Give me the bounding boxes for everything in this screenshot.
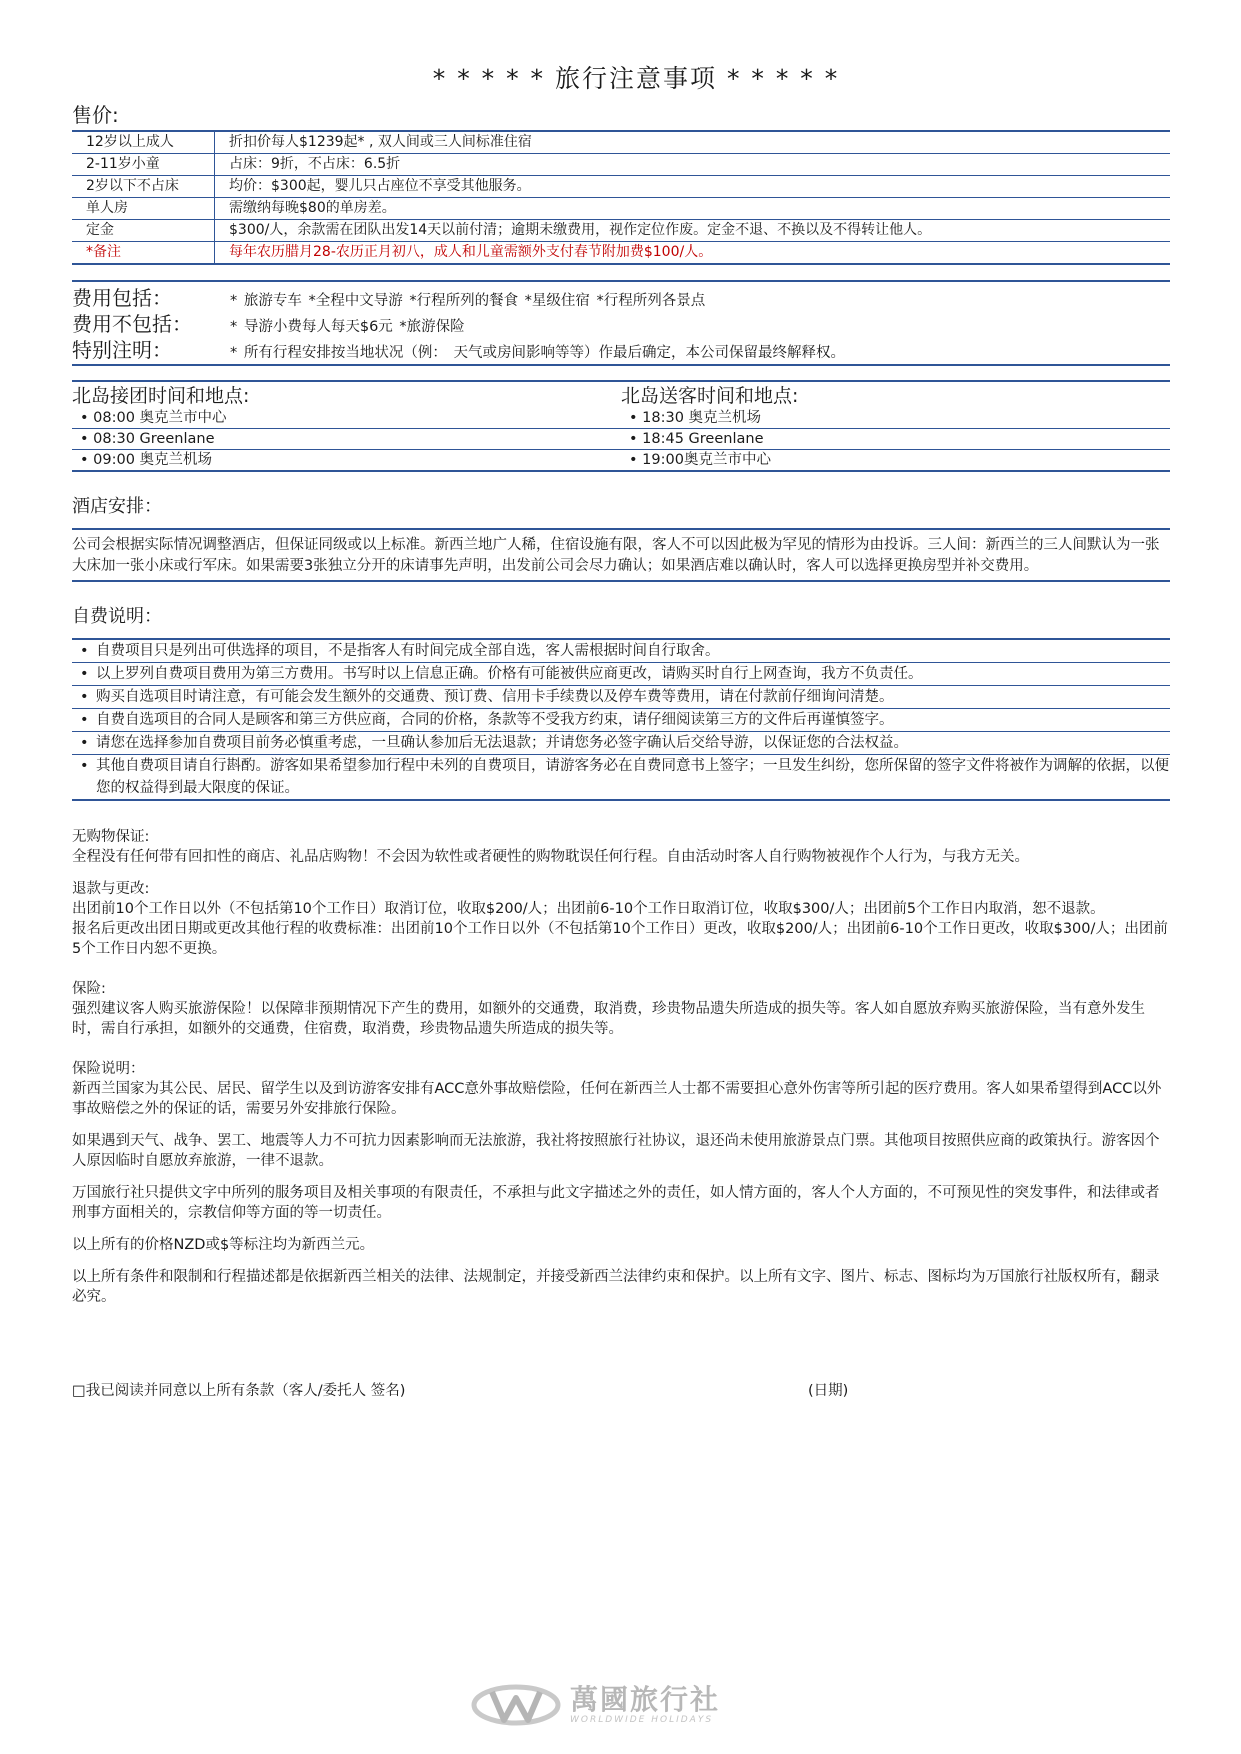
optional-item-text: 自费项目只是列出可供选择的项目，不是指客人有时间完成全部自选，客人需根据时间自行取舍。 [96, 643, 720, 659]
page-title: * * * * * 旅行注意事项 * * * * * [432, 64, 840, 93]
pickup-item: • 09:00 奥克兰机场 [72, 450, 621, 472]
terms-heading: 保险说明： [72, 1061, 145, 1077]
price-row [72, 198, 1170, 220]
price-row-key: 单人房 [72, 198, 215, 220]
terms-block [72, 879, 1170, 959]
terms-block [72, 1131, 1170, 1171]
fee-value: * 导游小费每人每天$6元 *旅游保险 [230, 319, 465, 335]
optional-item [72, 755, 1170, 801]
price-row-value: 均价：$300起，婴儿只占座位不享受其他服务。 [215, 176, 1171, 198]
terms-line: 报名后更改出团日期或更改其他行程的收费标准：出团前10个工作日以外（不包括第10个工作日）更改，收取$200/人；出团前6-10个工作日更改，收取$300/人；出团前5个工作日内恕不更换。 [72, 921, 1168, 957]
optional-item-text: 自费自选项目的合同人是顾客和第三方供应商，合同的价格，条款等不受我方约束，请仔细阅读第三方的文件后再谨慎签字。 [96, 712, 894, 728]
terms-line: 强烈建议客人购买旅游保险！以保障非预期情况下产生的费用，如额外的交通费，取消费，珍贵物品遗失所造成的损失等。客人如自愿放弃购买旅游保险，当有意外发生时，需自行承担，如额外的交通费，住宿费，取消费，珍贵物品遗失所造成的损失等。 [72, 1001, 1145, 1037]
dropoff-item: • 19:00奥克兰市中心 [621, 450, 1170, 472]
pickup-label: 北岛接团时间和地点: [72, 385, 250, 407]
price-row-key: *备注 [72, 242, 215, 265]
pickup-item: • 08:30 Greenlane [72, 429, 621, 450]
fee-row [72, 334, 1170, 360]
pickup-dropoff-section [72, 384, 1170, 472]
price-row [72, 242, 1170, 265]
dropoff-label: 北岛送客时间和地点: [621, 385, 799, 407]
bullet-dot: • [80, 758, 89, 774]
logo-name: 萬國旅行社 [570, 1683, 721, 1716]
bullet-dot: • [80, 712, 89, 728]
terms-line: 如果遇到天气、战争、罢工、地震等人力不可抗力因素影响而无法旅游，我社将按照旅行社协议，退还尚未使用旅游景点门票。其他项目按照供应商的政策执行。游客因个人原因临时自愿放弃旅游，一律不退款。 [72, 1133, 1160, 1169]
terms-line: 新西兰国家为其公民、居民、留学生以及到访游客安排有ACC意外事故赔偿险，任何在新西兰人士都不需要担心意外伤害等所引起的医疗费用。客人如果希望得到ACC以外事故赔偿之外的保证的话，需要另外安排旅行保险。 [72, 1081, 1162, 1117]
terms-block [72, 1183, 1170, 1223]
price-row-key: 2-11岁小童 [72, 154, 215, 176]
optional-label: 自费说明： [72, 606, 162, 627]
fee-label: 费用不包括： [72, 312, 192, 336]
optional-item-text: 其他自费项目请自行斟酌。游客如果希望参加行程中未列的自费项目，请游客务必在自费同意书上签字；一旦发生纠纷，您所保留的签字文件将被作为调解的依据，以便您的权益得到最大限度的保证。 [96, 758, 1169, 796]
terms-heading: 无购物保证: [72, 829, 150, 845]
optional-list [72, 640, 1170, 801]
terms-line: 以上所有条件和限制和行程描述都是依据新西兰相关的法律、法规制定，并接受新西兰法律约束和保护。以上所有文字、图片、标志、图标均为万国旅行社版权所有，翻录必究。 [72, 1269, 1160, 1305]
dropoff-item: • 18:30 奥克兰机场 [621, 408, 1170, 429]
bullet-dot: • [80, 643, 89, 659]
bullet-dot: • [80, 689, 89, 705]
optional-item [72, 686, 1170, 709]
price-row-value: 折扣价每人$1239起* , 双人间或三人间标准住宿 [215, 131, 1171, 154]
price-row-value: 需缴纳每晚$80的单房差。 [215, 198, 1171, 220]
price-row-value: 占床：9折，不占床：6.5折 [215, 154, 1171, 176]
price-row [72, 154, 1170, 176]
agree-checkbox-text[interactable]: □我已阅读并同意以上所有条款（客人/委托人 签名) [72, 1383, 406, 1399]
terms-block [72, 827, 1170, 867]
hotel-label: 酒店安排： [72, 496, 162, 517]
date-label: (日期) [808, 1383, 849, 1399]
terms-block [72, 1267, 1170, 1307]
pickup-column [72, 384, 621, 472]
terms-block [72, 979, 1170, 1039]
terms-line: 以上所有的价格NZD或$等标注均为新西兰元。 [72, 1237, 375, 1253]
terms-section [72, 827, 1170, 1307]
terms-block [72, 1059, 1170, 1119]
price-row-value: 每年农历腊月28-农历正月初八，成人和儿童需额外支付春节附加费$100/人。 [215, 242, 1171, 265]
fee-value: * 所有行程安排按当地状况（例： 天气或房间影响等等）作最后确定，本公司保留最终解释权。 [230, 345, 845, 361]
fee-row [72, 308, 1170, 334]
price-row-key: 定金 [72, 220, 215, 242]
price-row-key: 2岁以下不占床 [72, 176, 215, 198]
price-row [72, 220, 1170, 242]
price-table [72, 130, 1170, 265]
price-row [72, 131, 1170, 154]
dropoff-column [621, 384, 1170, 472]
price-label: 售价: [72, 103, 119, 127]
bullet-dot: • [80, 735, 89, 751]
fee-label: 费用包括： [72, 286, 172, 310]
signature-line [72, 1379, 1170, 1400]
bullet-dot: • [80, 666, 89, 682]
optional-item [72, 663, 1170, 686]
logo-emblem-icon [470, 1680, 562, 1730]
document-page [72, 0, 1170, 1400]
fee-section [72, 282, 1170, 360]
terms-heading: 退款与更改: [72, 881, 150, 897]
optional-item [72, 732, 1170, 755]
terms-heading: 保险: [72, 981, 106, 997]
fee-label: 特别注明： [72, 338, 172, 362]
company-logo [470, 1680, 720, 1730]
price-row [72, 176, 1170, 198]
terms-block [72, 1235, 1170, 1255]
terms-line: 全程没有任何带有回扣性的商店、礼品店购物！不会因为软性或者硬性的购物耽误任何行程。自由活动时客人自行购物被视作个人行为，与我方无关。 [72, 849, 1029, 865]
price-row-value: $300/人，余款需在团队出发14天以前付清；逾期未缴费用，视作定位作废。定金不退、不换以及不得转让他人。 [215, 220, 1171, 242]
optional-item [72, 640, 1170, 663]
optional-item [72, 709, 1170, 732]
pickup-item: • 08:00 奥克兰市中心 [72, 408, 621, 429]
terms-line: 出团前10个工作日以外（不包括第10个工作日）取消订位，收取$200/人；出团前6-10个工作日取消订位，收取$300/人；出团前5个工作日内取消，恕不退款。 [72, 901, 1105, 917]
optional-item-text: 以上罗列自费项目费用为第三方费用。书写时以上信息正确。价格有可能被供应商更改，请购买时自行上网查询，我方不负责任。 [96, 666, 923, 682]
fee-row [72, 282, 1170, 308]
optional-item-text: 请您在选择参加自费项目前务必慎重考虑，一旦确认参加后无法退款；并请您务必签字确认后交给导游，以保证您的合法权益。 [96, 735, 908, 751]
optional-item-text: 购买自选项目时请注意，有可能会发生额外的交通费、预订费、信用卡手续费以及停车费等费用，请在付款前仔细询问清楚。 [96, 689, 894, 705]
fee-value: * 旅游专车 *全程中文导游 *行程所列的餐食 *星级住宿 *行程所列各景点 [230, 293, 706, 309]
hotel-text: 公司会根据实际情况调整酒店，但保证同级或以上标准。新西兰地广人稀，住宿设施有限，客人不可以因此极为罕见的情形为由投诉。三人间：新西兰的三人间默认为一张大床加一张小床或行军床。如果需要3张独立分开的床请事先声明，出发前公司会尽力确认；如果酒店难以确认时，客人可以选择更换房型并补交费用。 [72, 537, 1160, 574]
dropoff-item: • 18:45 Greenlane [621, 429, 1170, 450]
terms-line: 万国旅行社只提供文字中所列的服务项目及相关事项的有限责任，不承担与此文字描述之外的责任，如人情方面的，客人个人方面的，不可预见性的突发事件，和法律或者刑事方面相关的，宗教信仰等方面的等一切责任。 [72, 1185, 1160, 1221]
logo-subtitle: WORLDWIDE HOLIDAYS [570, 1715, 714, 1725]
price-row-key: 12岁以上成人 [72, 131, 215, 154]
